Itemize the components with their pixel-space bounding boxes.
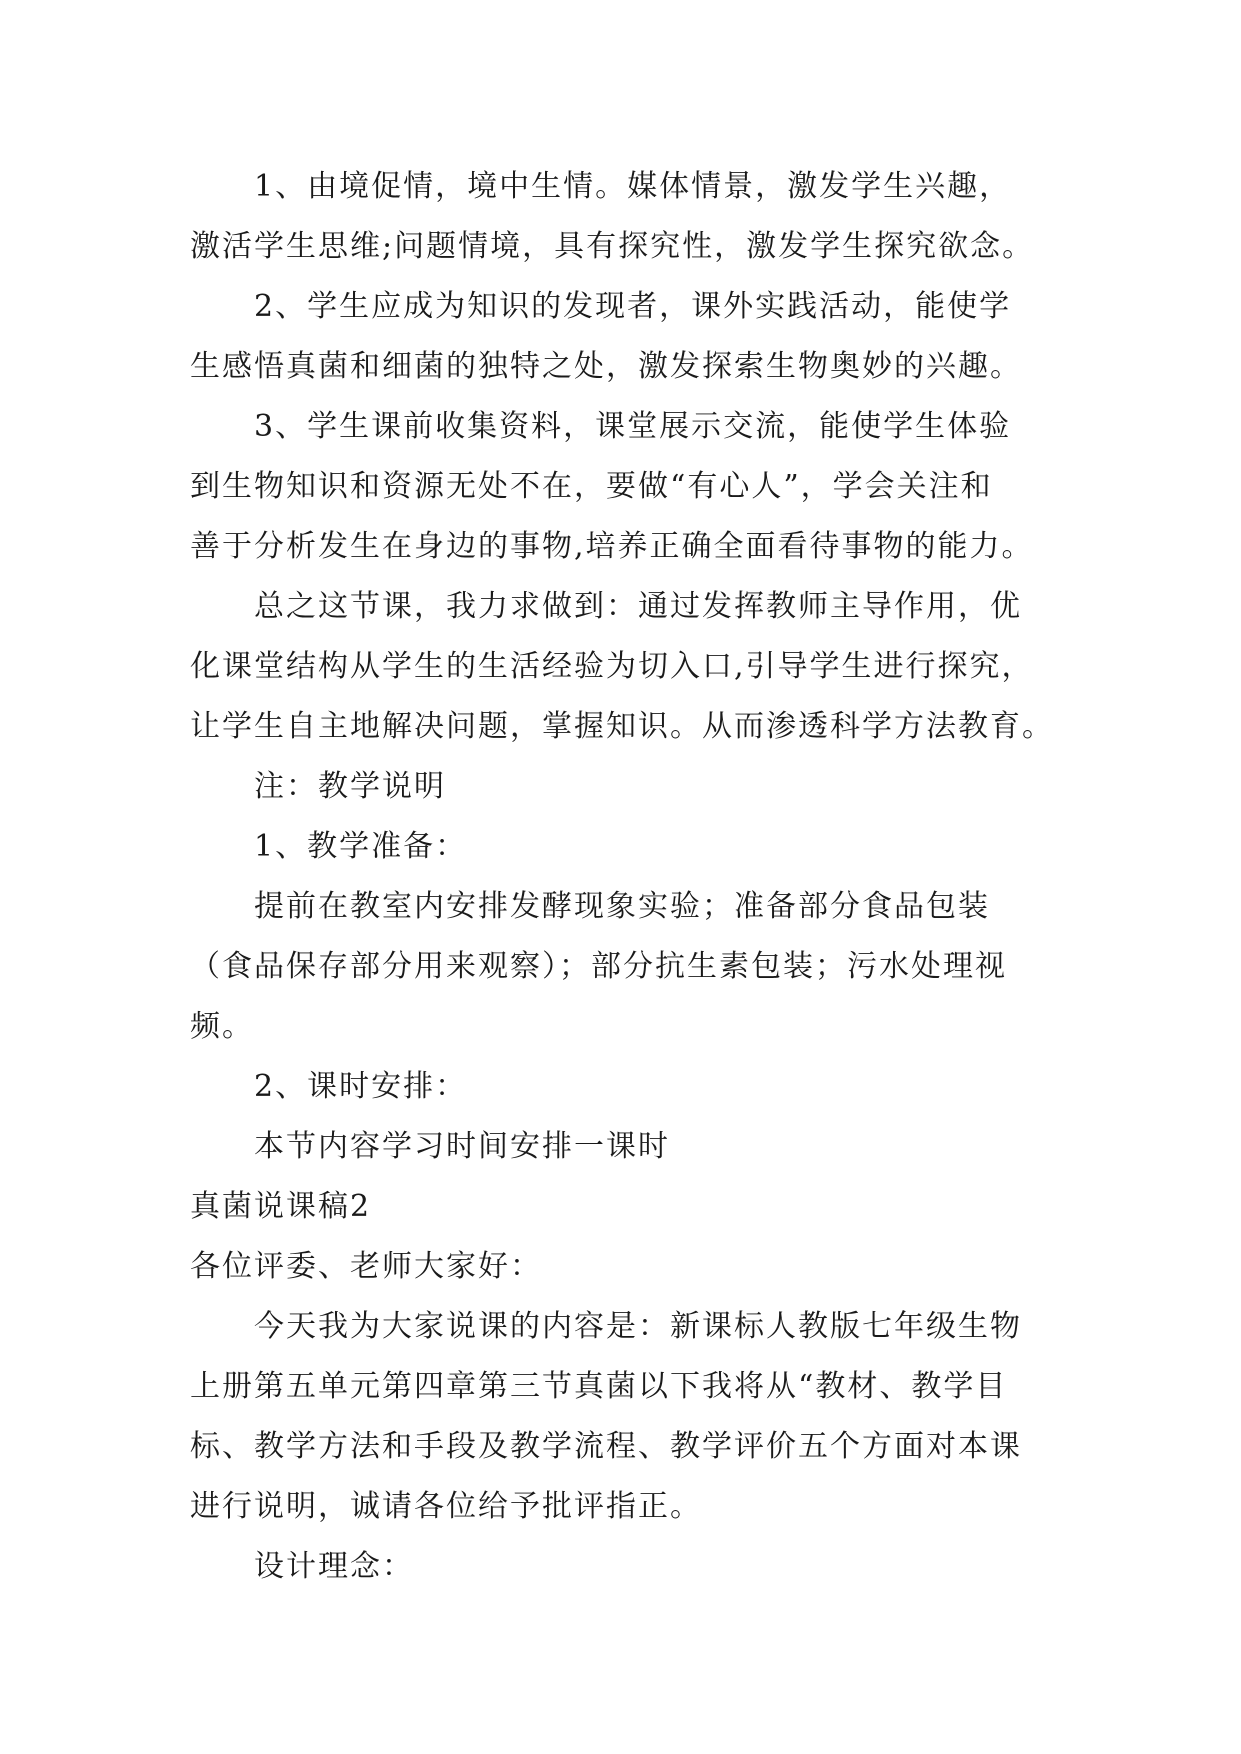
document-title: 真菌说课稿2 (190, 1189, 372, 1224)
text-line: 今天我为大家说课的内容是：新课标人教版七年级生物 (254, 1309, 1022, 1344)
text-line: 2、学生应成为知识的发现者，课外实践活动，能使学 (254, 289, 1012, 324)
text-line: 到生物知识和资源无处不在，要做“有心人”，学会关注和 (190, 469, 993, 504)
text-line: 善于分析发生在身边的事物,培养正确全面看待事物的能力。 (190, 529, 1034, 564)
text-line: 上册第五单元第四章第三节真菌以下我将从“教材、教学目 (190, 1369, 1008, 1404)
greeting: 各位评委、老师大家好： (190, 1249, 542, 1284)
text-line: 标、教学方法和手段及教学流程、教学评价五个方面对本课 (190, 1429, 1022, 1464)
text-line: 让学生自主地解决问题，掌握知识。从而渗透科学方法教育。 (190, 709, 1054, 744)
text-line: 化课堂结构从学生的生活经验为切入口,引导学生进行探究， (190, 649, 1034, 684)
note-heading: 注：教学说明 (254, 769, 446, 804)
section-heading: 设计理念： (254, 1549, 414, 1584)
text-line: 总之这节课，我力求做到：通过发挥教师主导作用，优 (254, 589, 1022, 624)
section-heading: 1、教学准备： (254, 829, 468, 864)
document-body (190, 157, 1070, 1597)
text-line: （食品保存部分用来观察）；部分抗生素包装；污水处理视 (190, 949, 1007, 984)
text-line: 频。 (190, 1009, 254, 1044)
section-heading: 2、课时安排： (254, 1069, 468, 1104)
text-line: 进行说明，诚请各位给予批评指正。 (190, 1489, 702, 1524)
text-line: 生感悟真菌和细菌的独特之处，激发探索生物奥妙的兴趣。 (190, 349, 1022, 384)
text-line: 3、学生课前收集资料，课堂展示交流，能使学生体验 (254, 409, 1012, 444)
text-line: 提前在教室内安排发酵现象实验；准备部分食品包装 (254, 889, 990, 924)
text-line: 本节内容学习时间安排一课时 (254, 1129, 670, 1164)
text-line: 1、由境促情，境中生情。媒体情景，激发学生兴趣， (254, 169, 1012, 204)
text-line: 激活学生思维;问题情境，具有探究性，激发学生探究欲念。 (190, 229, 1035, 264)
